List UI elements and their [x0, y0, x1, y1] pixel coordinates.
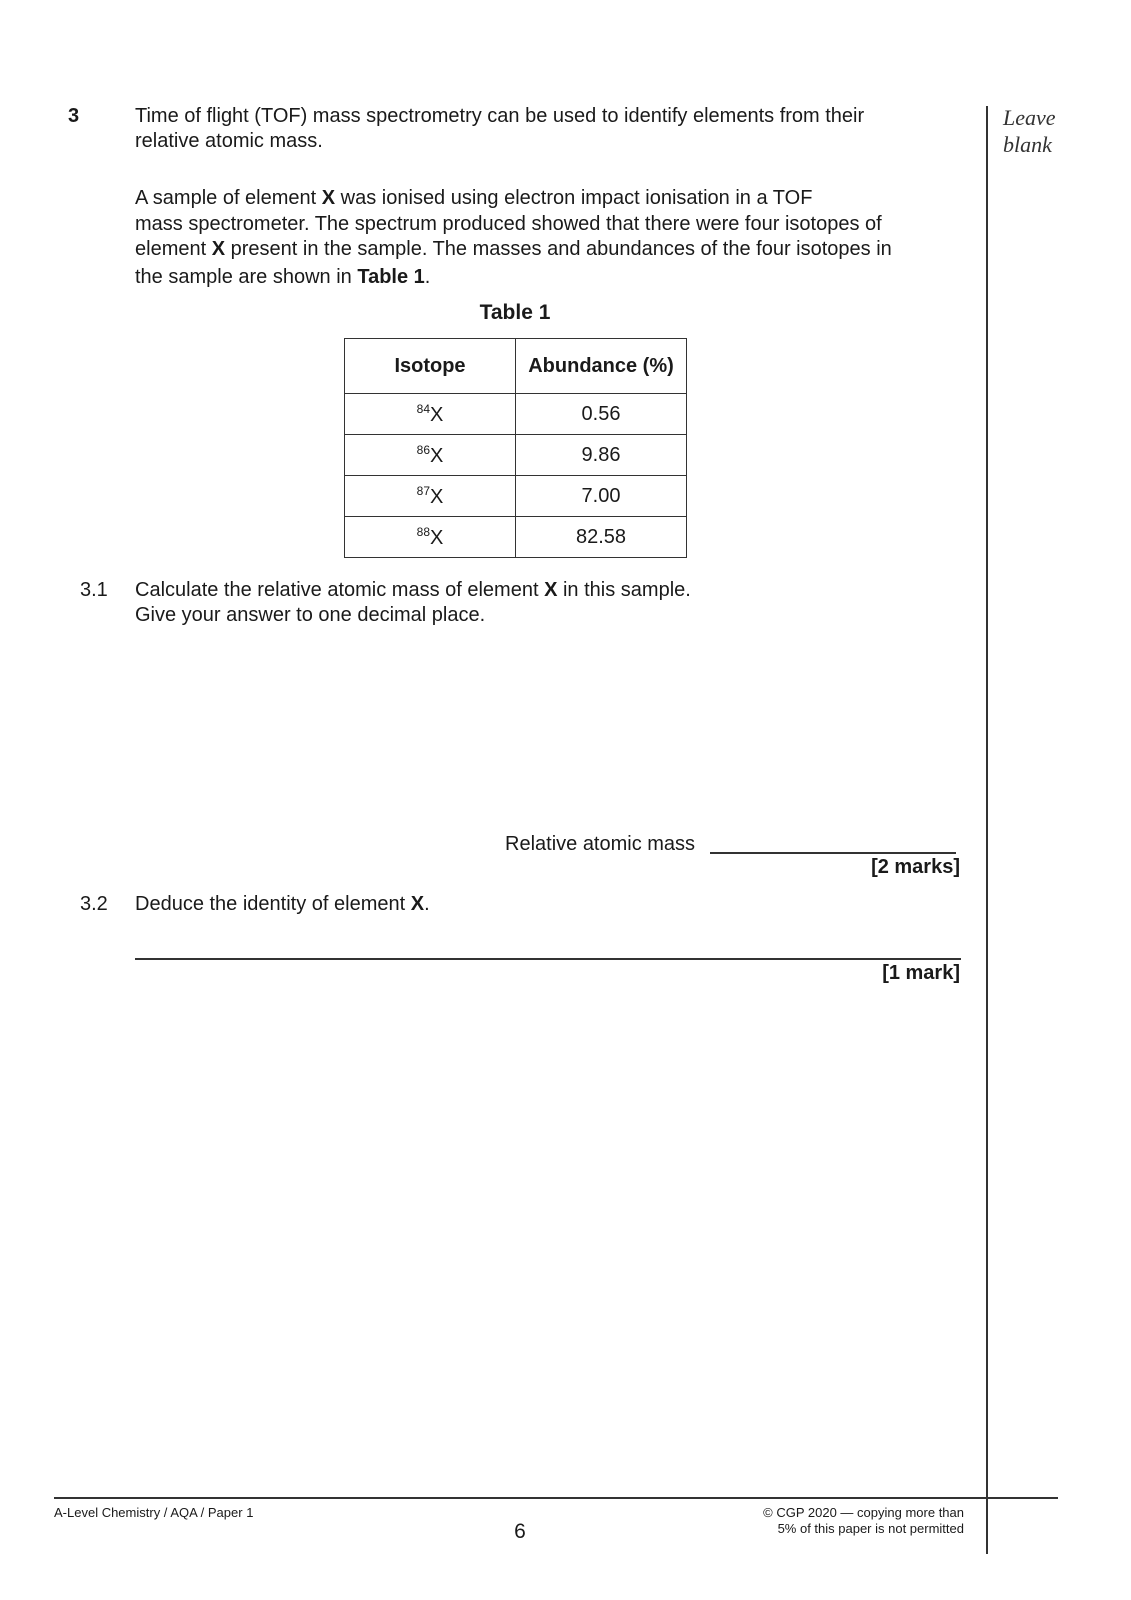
part2-number: 3.2 [80, 893, 108, 915]
part2-question [135, 892, 430, 917]
para-text: present in the sample. The masses and abundances of the four isotopes in [225, 238, 892, 260]
leave-blank-label [1003, 104, 1056, 158]
para-line-1 [135, 186, 965, 212]
abundance-cell: 7.00 [516, 476, 687, 517]
para-text: element [135, 238, 212, 260]
mass-number: 88 [416, 524, 430, 539]
table-row [345, 476, 687, 517]
part1-question [135, 578, 955, 628]
para-text: was ionised using electron impact ionisation in a TOF [335, 187, 813, 209]
isotope-cell [345, 517, 516, 558]
header-abundance: Abundance (%) [516, 339, 687, 394]
part1-line1 [135, 578, 955, 603]
part1-number: 3.1 [80, 579, 108, 601]
element-x: X [410, 893, 425, 915]
part2-text: . [424, 893, 430, 915]
element-x: X [544, 579, 558, 601]
abundance-cell: 9.86 [516, 435, 687, 476]
header-isotope: Isotope [345, 339, 516, 394]
answer-line-ram[interactable] [710, 852, 956, 854]
answer-label: Relative atomic mass [505, 833, 696, 855]
question-number: 3 [68, 105, 80, 127]
question-intro [135, 104, 955, 154]
mass-number: 86 [416, 442, 430, 457]
question-intro-line2: relative atomic mass. [135, 130, 323, 152]
isotope-cell [345, 435, 516, 476]
para-line-3 [135, 237, 965, 263]
part2-text: Deduce the identity of element [135, 893, 411, 915]
answer-line-identity[interactable] [135, 958, 961, 960]
para-text: A sample of element [135, 187, 322, 209]
para-text: the sample are shown in [135, 265, 358, 288]
part1-text: Calculate the relative atomic mass of element [135, 579, 545, 601]
page-number: 6 [514, 1520, 526, 1543]
table-header-row [345, 339, 687, 394]
element-x: X [211, 238, 226, 260]
question-intro-line1: Time of flight (TOF) mass spectrometry can be used to identify elements from their [135, 105, 865, 127]
footer-copyright [700, 1505, 964, 1537]
part2-marks: [1 mark] [882, 962, 960, 984]
part1-marks: [2 marks] [871, 856, 960, 878]
table-row [345, 394, 687, 435]
footer-rule [54, 1497, 1058, 1499]
leave-blank-line2: blank [1003, 132, 1052, 157]
isotope-symbol: X [430, 403, 444, 426]
isotope-symbol: X [430, 444, 444, 467]
para-line-4 [135, 265, 965, 291]
abundance-cell: 82.58 [516, 517, 687, 558]
isotope-table [344, 338, 687, 558]
table-row [345, 435, 687, 476]
isotope-cell [345, 476, 516, 517]
mass-number: 84 [416, 401, 430, 416]
table-reference: Table 1 [357, 265, 425, 288]
copyright-line1: © CGP 2020 — copying more than [763, 1505, 964, 1520]
footer-left: A-Level Chemistry / AQA / Paper 1 [54, 1505, 254, 1520]
table-row [345, 517, 687, 558]
element-x: X [321, 187, 336, 209]
isotope-cell [345, 394, 516, 435]
isotope-symbol: X [430, 485, 444, 508]
part1-text: in this sample. [557, 579, 691, 601]
table-title: Table 1 [479, 301, 551, 324]
isotope-symbol: X [430, 526, 444, 549]
para-text: . [424, 265, 431, 288]
question-paragraph [135, 186, 965, 290]
margin-rule [986, 106, 988, 1554]
mass-number: 87 [416, 483, 430, 498]
copyright-line2: 5% of this paper is not permitted [777, 1521, 964, 1536]
part1-line2: Give your answer to one decimal place. [135, 604, 486, 626]
abundance-cell: 0.56 [516, 394, 687, 435]
leave-blank-line1: Leave [1003, 105, 1056, 130]
para-line-2: mass spectrometer. The spectrum produced showed that there were four isotopes of [135, 212, 882, 235]
